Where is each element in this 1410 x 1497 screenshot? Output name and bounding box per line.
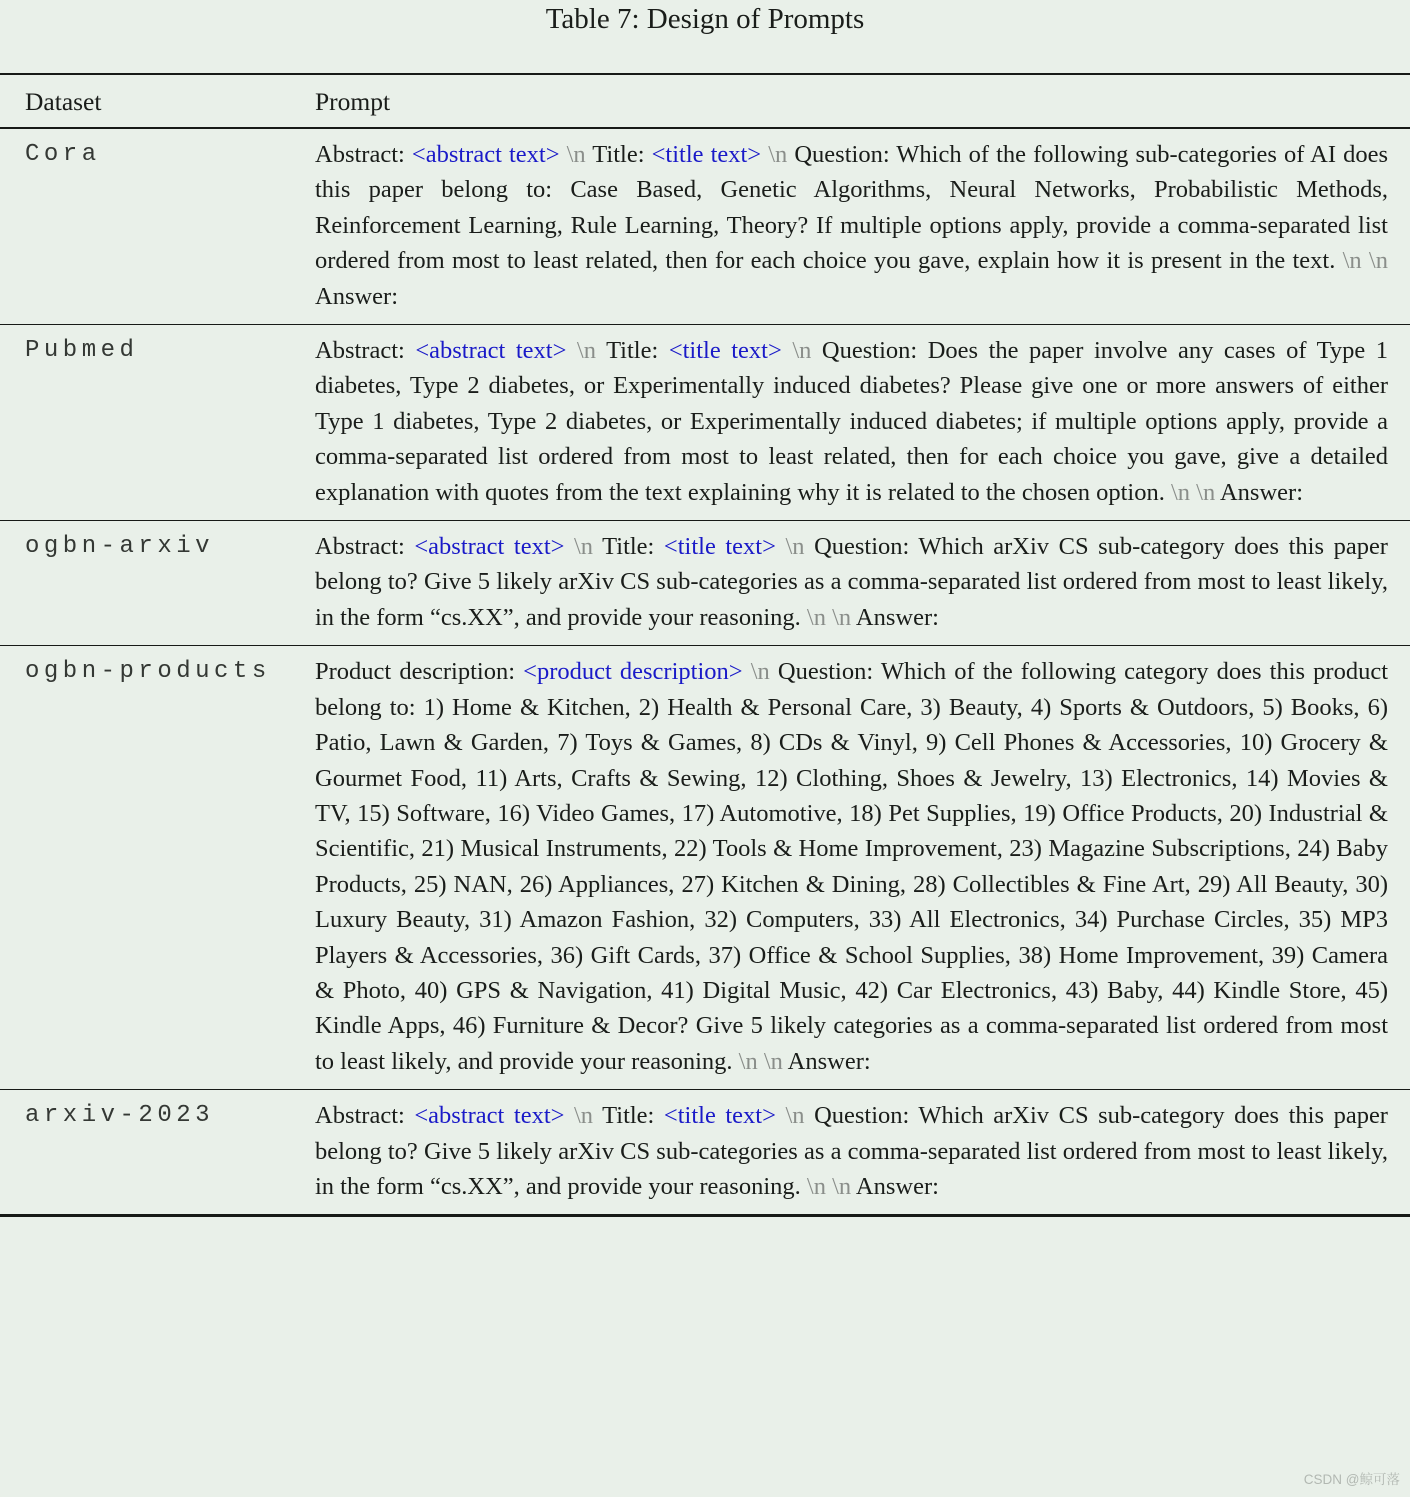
placeholder-token: <title text> (651, 141, 762, 168)
table-row (0, 324, 1410, 520)
newline-token: \n \n (1342, 247, 1388, 275)
prompt-segment: Question: Which arXiv CS sub-category does this paper belong to? Give 5 likely arXiv CS sub-categories as a comma-separated list ordered from most to least likely, in the form “cs.XX”, and provide your reasoning. (315, 1102, 1388, 1200)
dataset-name: ogbn-arxiv (25, 533, 215, 561)
newline-token: \n (761, 141, 795, 168)
prompt-segment: Abstract: (315, 1102, 415, 1130)
placeholder-token: <title text> (668, 337, 782, 365)
placeholder-token: <product description> (523, 658, 743, 686)
table-header-row (0, 75, 1410, 129)
placeholder-token: <abstract text> (411, 141, 560, 168)
table-row (0, 645, 1410, 1089)
column-header-prompt: Prompt (315, 87, 391, 116)
prompts-table (0, 73, 1410, 1217)
prompt-segment: Question: Does the paper involve any cases of Type 1 diabetes, Type 2 diabetes, or Experimentally induced diabetes? Please give one or more answers of either Type 1 diabetes, Type 2 diabetes, or Experimentally induced diabetes; if multiple options apply, provide a comma-separated list ordered from most to least related, then for each choice you gave, give a detailed explanation with quotes from the text explaining why it is related to the chosen option. (315, 337, 1388, 506)
prompt-segment: Answer: (855, 1172, 939, 1200)
newline-token: \n \n (806, 603, 856, 631)
prompt-text (315, 529, 1410, 635)
prompt-segment: Title: (592, 141, 652, 168)
prompt-segment: Answer: (855, 603, 939, 631)
placeholder-token: <abstract text> (415, 337, 567, 365)
dataset-name: Pubmed (25, 337, 139, 365)
placeholder-token: <title text> (663, 533, 776, 561)
prompt-segment: Answer: (315, 282, 399, 310)
newline-token: \n \n (806, 1172, 856, 1200)
prompt-segment: Abstract: (315, 141, 412, 168)
column-header-dataset: Dataset (25, 87, 102, 116)
prompt-segment: Title: (602, 533, 664, 561)
prompt-segment: Abstract: (315, 533, 415, 561)
table-caption: Table 7: Design of Prompts (545, 3, 865, 35)
newline-token: \n \n (738, 1047, 788, 1075)
newline-token: \n (566, 337, 607, 365)
table-body (0, 129, 1410, 1214)
prompt-segment: Question: Which of the following category does this product belong to: 1) Home & Kitchen, 2) Health & Personal Care, 3) Beauty, 4) Sports & Outdoors, 5) Books, 6) Patio, Lawn & Garden, 7) Toys & Games, 8) CDs & Vinyl, 9) Cell Phones & Accessories, 10) Grocery & Gourmet Food, 11) Arts, Crafts & Sewing, 12) Clothing, Shoes & Jewelry, 13) Electronics, 14) Movies & TV, 15) Software, 16) Video Games, 17) Automotive, 18) Pet Supplies, 19) Office Products, 20) Industrial & Scientific, 21) Musical Instruments, 22) Tools & Home Improvement, 23) Magazine Subscriptions, 24) Baby Products, 25) NAN, 26) Appliances, 27) Kitchen & Dining, 28) Collectibles & Fine Art, 29) All Beauty, 30) Luxury Beauty, 31) Amazon Fashion, 32) Computers, 33) All Electronics, 34) Purchase Circles, 35) MP3 Players & Accessories, 36) Gift Cards, 37) Office & School Supplies, 38) Home Improvement, 39) Camera & Photo, 40) GPS & Navigation, 41) Digital Music, 42) Car Electronics, 43) Baby, 44) Kindle Store, 45) Kindle Apps, 46) Furniture & Decor? Give 5 likely categories as a comma-separated list ordered from most to least likely, and provide your reasoning. (315, 658, 1389, 1075)
newline-token: \n (564, 533, 603, 561)
prompt-segment: Question: Which arXiv CS sub-category does this paper belong to? Give 5 likely arXiv CS sub-categories as a comma-separated list ordered from most to least likely, in the form “cs.XX”, and provide your reasoning. (315, 533, 1388, 631)
csdn-watermark: CSDN @鲸可落 (1303, 1472, 1400, 1487)
prompt-text (315, 1098, 1410, 1204)
table-row (0, 520, 1410, 645)
newline-token: \n (564, 1102, 603, 1130)
prompt-segment: Question: Which of the following sub-categories of AI does this paper belong to: Case Based, Genetic Algorithms, Neural Networks, Probabilistic Methods, Reinforcement Learning, Rule Learning, Theory? If multiple options apply, provide a comma-separated list ordered from most to least related, then for each choice you gave, explain how it is present in the text. (315, 141, 1389, 275)
prompt-segment: Answer: (1219, 478, 1303, 506)
placeholder-token: <abstract text> (414, 1102, 565, 1130)
placeholder-token: <title text> (663, 1102, 776, 1130)
dataset-name: arxiv-2023 (25, 1102, 215, 1130)
prompt-segment: Title: (602, 1102, 664, 1130)
prompt-segment: Answer: (787, 1047, 871, 1075)
newline-token: \n (742, 658, 778, 686)
newline-token: \n (559, 141, 593, 168)
prompt-text (315, 654, 1410, 1079)
prompt-segment: Title: (606, 337, 669, 365)
prompt-segment: Product description: (315, 658, 524, 686)
prompt-text (315, 137, 1410, 314)
dataset-name: ogbn-products (25, 658, 271, 686)
newline-token: \n (781, 337, 822, 365)
table-row (0, 1089, 1410, 1214)
prompt-segment: Abstract: (315, 337, 416, 365)
prompt-text (315, 333, 1410, 510)
newline-token: \n (775, 533, 815, 561)
dataset-name: Cora (25, 141, 101, 168)
placeholder-token: <abstract text> (414, 533, 565, 561)
newline-token: \n \n (1170, 478, 1220, 506)
table-row (0, 129, 1410, 324)
newline-token: \n (775, 1102, 815, 1130)
